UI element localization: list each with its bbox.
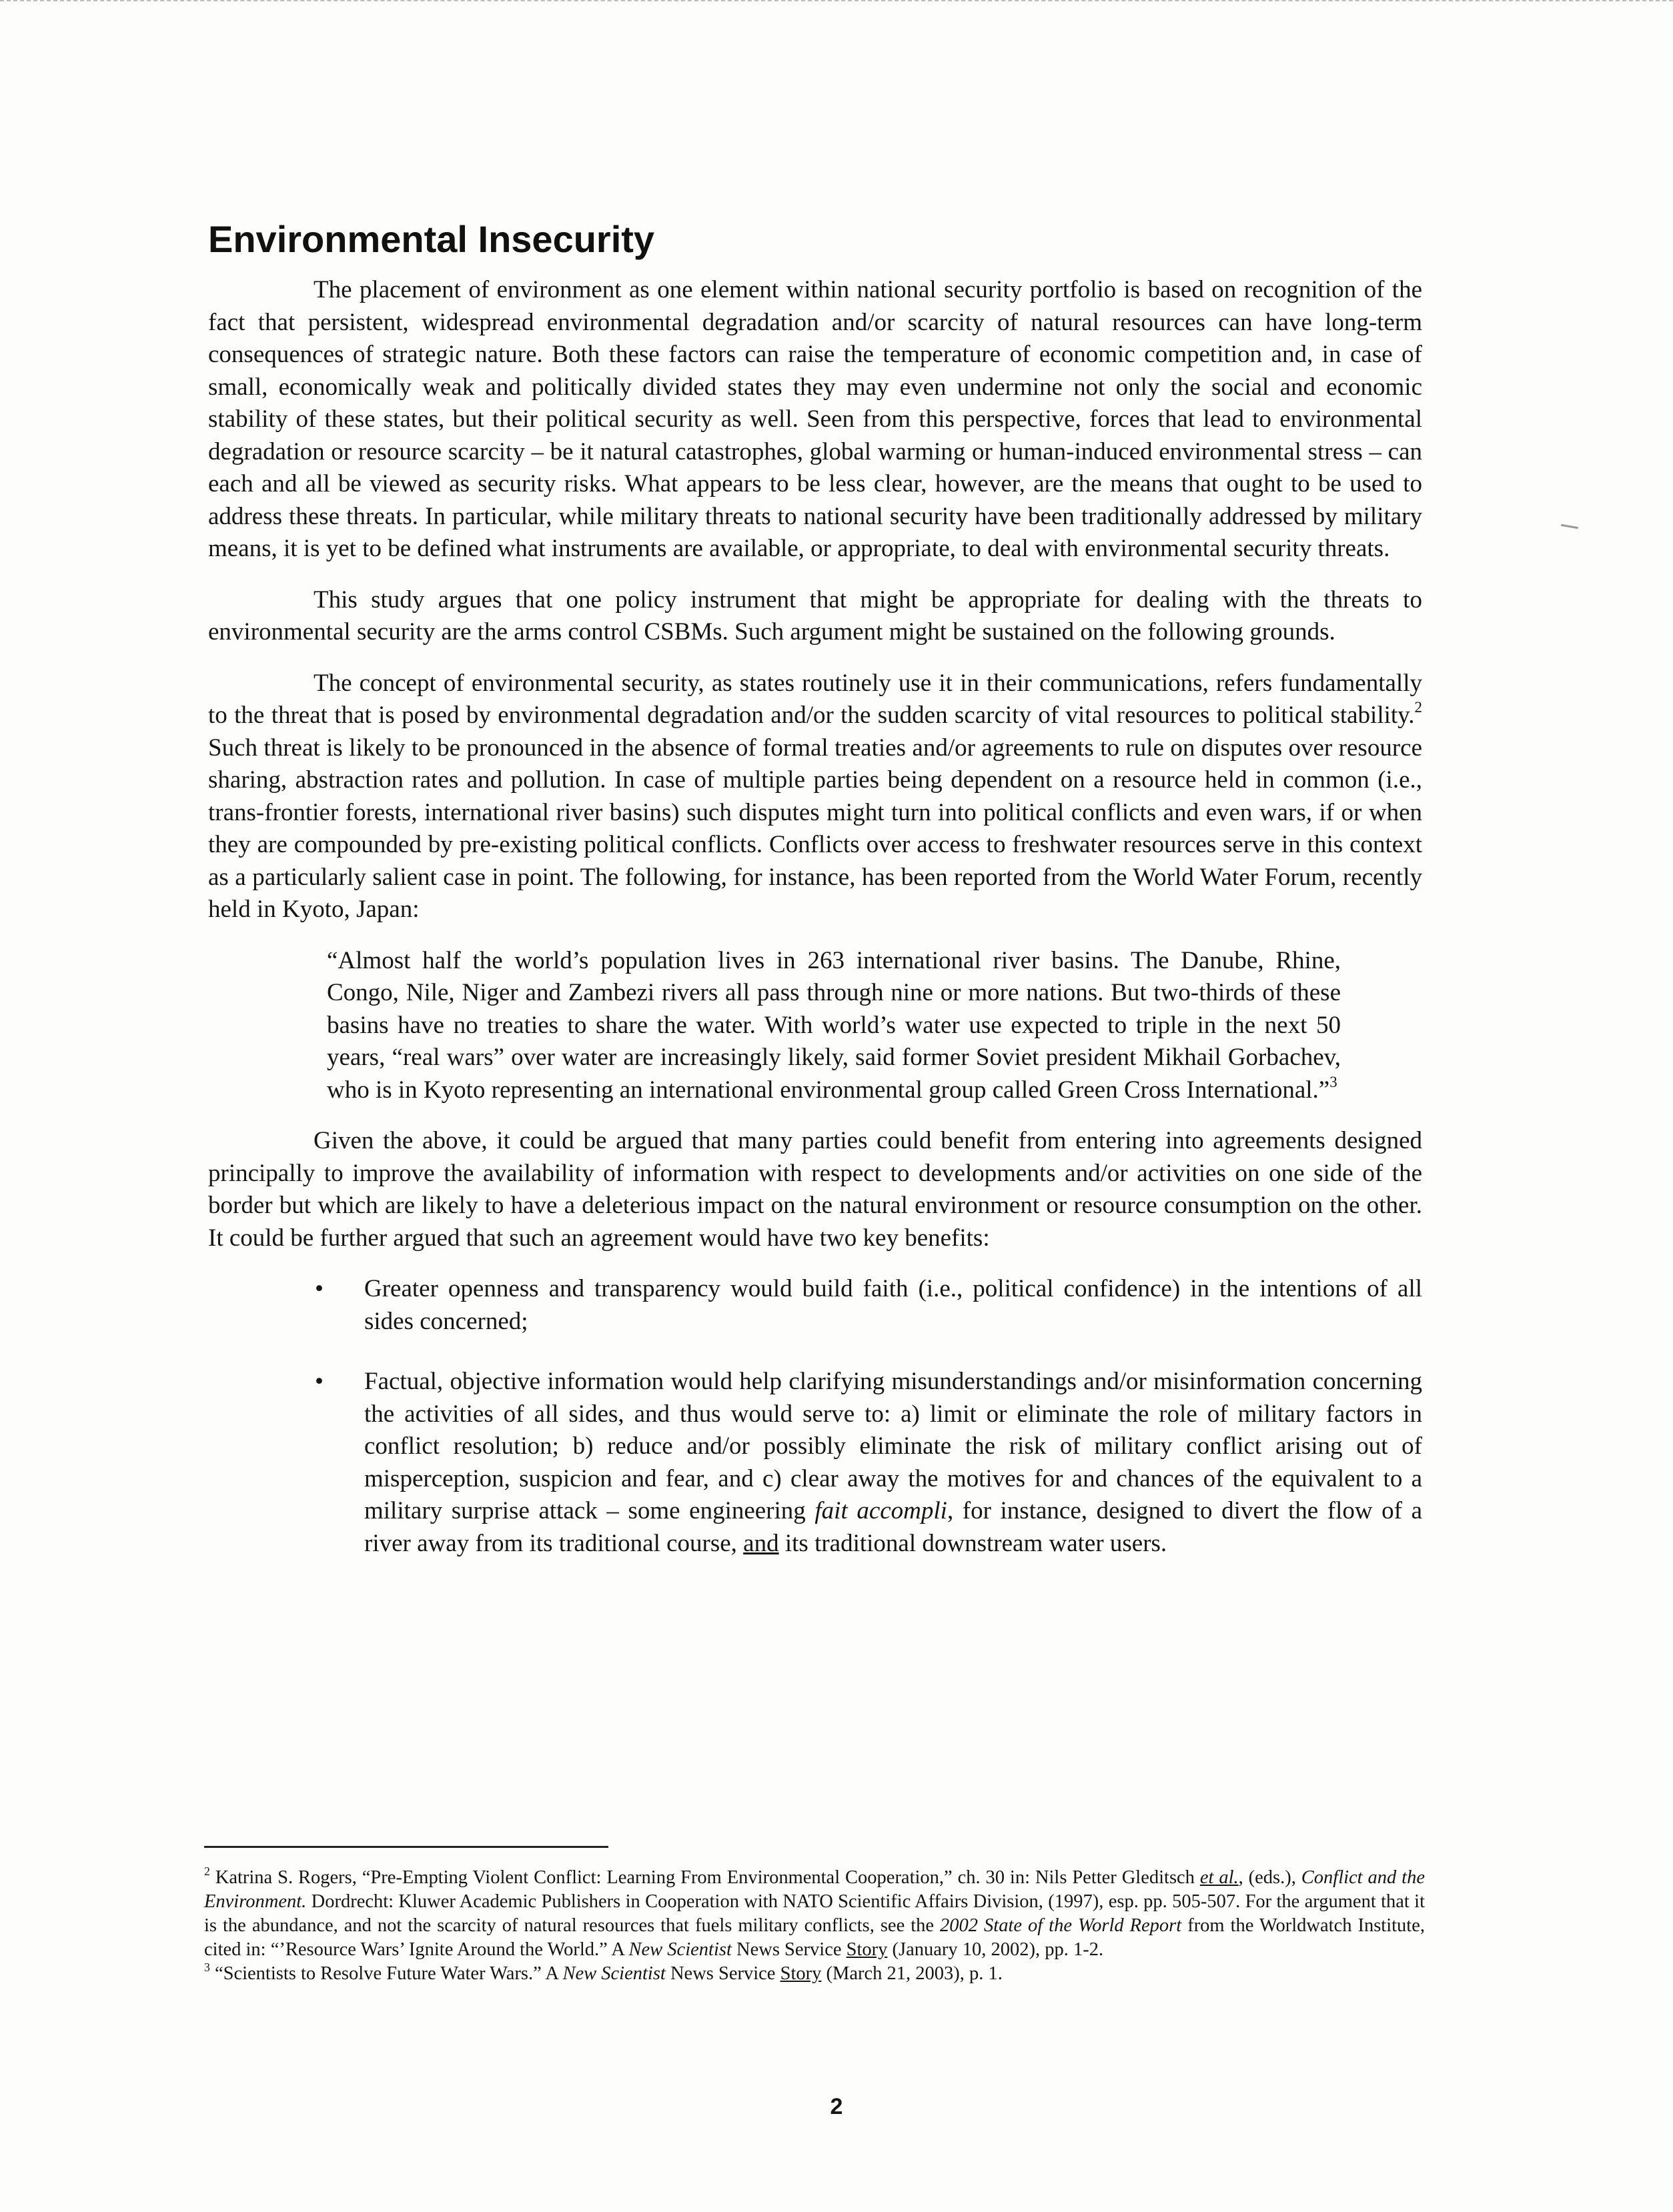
footnote-2-text-a: Katrina S. Rogers, “Pre-Empting Violent Conflict: Learning From Environmental Cooperation,” ch. 30 in: Nils Petter Gleditsch [209,1867,1200,1888]
list-item-italic: fait accompli [814,1497,947,1524]
bullet-icon: • [315,1275,324,1302]
list-item-text-b: , for instance, designed to divert the flow of a river away from its traditional course, [364,1497,1422,1557]
footnote-3-text-c: (March 21, 2003), p. 1. [821,1963,1003,1984]
footnote-2-story-link: Story [846,1939,888,1960]
list-item-text-c: its traditional downstream water users. [778,1529,1167,1557]
footnote-2-book-title: Conflict and the Environment. [204,1867,1425,1912]
paragraph-3-text-b: Such threat is likely to be pronounced in the absence of formal treaties and/or agreements to rule on disputes over resource sharing, abstraction rates and pollution. In case of multiple parties being dependent on a resource held in common (i.e., trans-frontier forests, international river basins) such disputes might turn into political conflicts and even wars, if or when they are compounded by pre-existing political conflicts. Conflicts over access to freshwater resources serve in this context as a particularly salient case in point. The following, for instance, has been reported from the World Water Forum, recently held in Kyoto, Japan: [208,734,1422,923]
footnote-3-number: 3 [204,1960,210,1974]
list-item-underline: and [743,1529,779,1557]
paragraph-1 [208,274,1422,566]
footnote-separator [204,1846,608,1848]
footnote-2-report-title: 2002 State of the World Report [940,1915,1182,1936]
paragraph-3 [208,668,1422,926]
paragraph-4-text: Given the above, it could be argued that many parties could benefit from entering into agreements designed principally to improve the availability of information with respect to developments and/or activities on one side of the border but which are likely to have a deleterious impact on the natural environment or resource consumption on the other. It could be further argued that such an agreement would have two key benefits: [208,1127,1422,1252]
footnote-2-number: 2 [204,1864,210,1878]
footnote-3-story-link: Story [780,1963,822,1984]
footnote-2-text-b: , (eds.), [1238,1867,1301,1888]
paragraph-2 [208,584,1422,649]
footnote-2-etal: et al. [1199,1867,1239,1888]
list-item [208,1273,1422,1338]
list-item [208,1366,1422,1560]
footnote-3-text-b: News Service [665,1963,780,1984]
paragraph-3-text-a: The concept of environmental security, as states routinely use it in their communications, refers fundamentally to the threat that is posed by environmental degradation and/or the sudden scarcity of vital resources to political stability. [208,669,1422,729]
paragraph-1-text: The placement of environment as one element within national security portfolio is based on recognition of the fact that persistent, widespread environmental degradation and/or scarcity of natural resources can have long-term consequences of strategic nature. Both these factors can raise the temperature of economic competition and, in case of small, economically weak and politically divided states they may even undermine not only the social and economic stability of these states, but their political security as well. Seen from this perspective, forces that lead to environmental degradation or resource scarcity – be it natural catastrophes, global warming or human-induced environmental stress – can each and all be viewed as security risks. What appears to be less clear, however, are the means that ought to be used to address these threats. In particular, while military threats to national security have been traditionally addressed by military means, it is yet to be defined what instruments are available, or appropriate, to deal with environmental security threats. [208,276,1422,562]
document-page [208,217,1422,1588]
paragraph-2-text: This study argues that one policy instrument that might be appropriate for dealing with the threats to environmental security are the arms control CSBMs. Such argument might be sustained on the following grounds. [208,586,1422,646]
footnote-2-text-e: News Service [731,1939,847,1960]
footnote-2 [204,1866,1425,1962]
benefits-list [208,1273,1422,1560]
footnote-2-text-c: Dordrecht: Kluwer Academic Publishers in Cooperation with NATO Scientific Affairs Division, (1997), esp. pp. 505-507. For the argument that it is the abundance, and not the scarcity of natural resources that fuels military conflicts, see the [204,1891,1425,1936]
page-number: 2 [830,2094,843,2119]
block-quote-text: “Almost half the world’s population lives in 263 international river basins. The Danube, Rhine, Congo, Nile, Niger and Zambezi rivers all pass through nine or more nations. But two-thirds of these basins have no treaties to share the water. With world’s water use expected to triple in the next 50 years, “real wars” over water are increasingly likely, said former Soviet president Mikhail Gorbachev, who is in Kyoto representing an international environmental group called Green Cross International.” [327,946,1341,1104]
footnote-2-text-d: from the Worldwatch Institute, cited in: “’Resource Wars’ Ignite Around the World.” A [204,1915,1425,1960]
block-quote [327,945,1341,1107]
scan-edge [0,0,1673,8]
paragraph-4 [208,1125,1422,1254]
footnote-3 [204,1962,1425,1986]
bullet-icon: • [315,1368,324,1395]
list-item-text: Greater openness and transparency would build faith (i.e., political confidence) in the intentions of all sides concerned; [364,1275,1422,1335]
scan-mark [1561,524,1578,529]
footnotes [204,1866,1425,1986]
section-heading: Environmental Insecurity [208,218,655,260]
footnote-ref-3: 3 [1329,1073,1337,1090]
list-item-text-a: Factual, objective information would help clarifying misunderstandings and/or misinformation concerning the activities of all sides, and thus would serve to: a) limit or eliminate the role of military factors in conflict resolution; b) reduce and/or possibly eliminate the risk of military conflict arising out of misperception, suspicion and fear, and c) clear away the motives for and chances of the equivalent to a military surprise attack – some engineering [364,1368,1422,1524]
footnote-ref-2: 2 [1414,699,1422,716]
footnote-2-new-scientist: New Scientist [628,1939,732,1960]
footnote-3-new-scientist: New Scientist [562,1963,666,1984]
footnote-3-text-a: “Scientists to Resolve Future Water Wars.” A [209,1963,563,1984]
footnote-2-text-f: (January 10, 2002), pp. 1-2. [887,1939,1104,1960]
